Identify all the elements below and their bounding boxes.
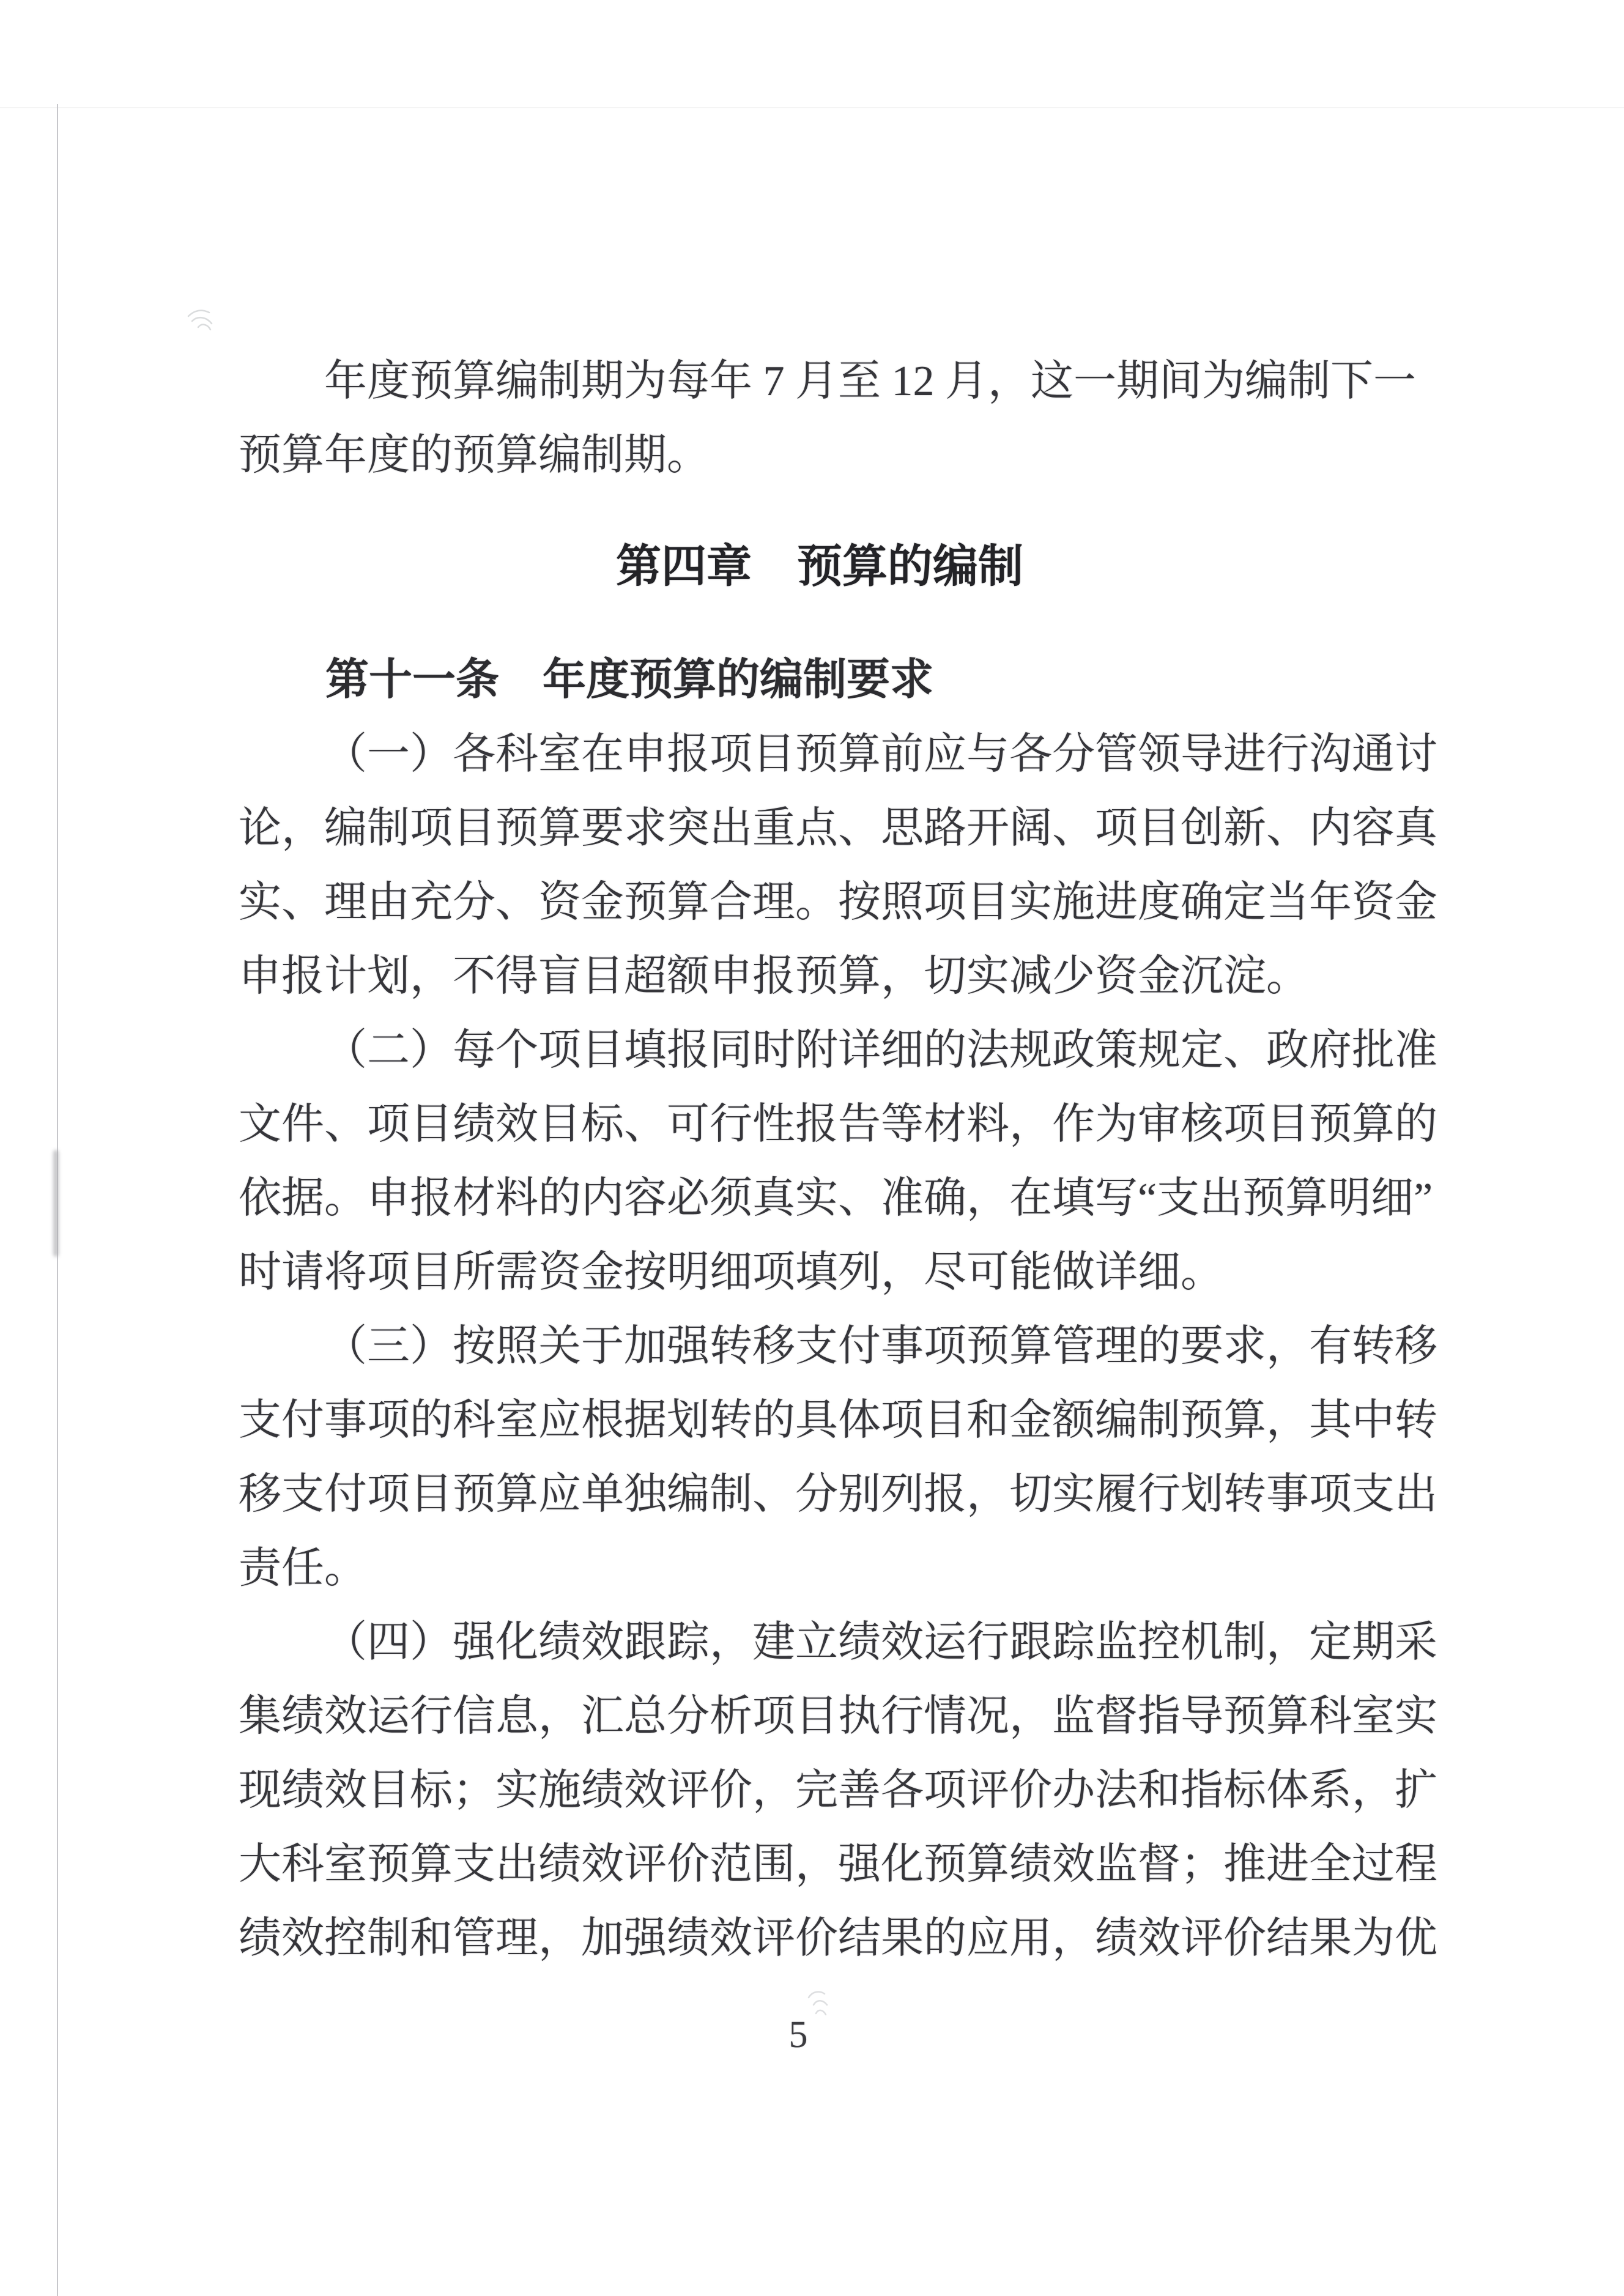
text-line: 时请将项目所需资金按明细项填列，尽可能做详细。 xyxy=(239,1249,1223,1296)
text-line: 预算年度的预算编制期。 xyxy=(239,432,710,479)
text-line: 申报计划，不得盲目超额申报预算，切实减少资金沉淀。 xyxy=(239,953,1309,1000)
chapter-heading: 第四章 预算的编制 xyxy=(616,541,1023,591)
text-line: （一）各科室在申报项目预算前应与各分管领导进行沟通讨 xyxy=(324,731,1437,778)
text-line: 论，编制项目预算要求突出重点、思路开阔、项目创新、内容真 xyxy=(239,805,1437,852)
text-line: 文件、项目绩效目标、可行性报告等材料，作为审核项目预算的 xyxy=(239,1101,1437,1148)
text-line: （三）按照关于加强转移支付事项预算管理的要求，有转移 xyxy=(324,1323,1437,1370)
document-body xyxy=(239,344,1450,1976)
text-line: 移支付项目预算应单独编制、分别列报，切实履行划转事项支出 xyxy=(239,1471,1437,1518)
page-number: 5 xyxy=(788,2014,808,2056)
text-line: 年度预算编制期为每年 7 月至 12 月，这一期间为编制下一 xyxy=(324,358,1416,405)
text-line: 集绩效运行信息，汇总分析项目执行情况，监督指导预算科室实 xyxy=(239,1693,1437,1740)
text-line: 支付事项的科室应根据划转的具体项目和金额编制预算，其中转 xyxy=(239,1397,1437,1444)
text-line: 依据。申报材料的内容必须真实、准确，在填写“支出预算明细” xyxy=(239,1175,1433,1222)
scan-artifact xyxy=(184,303,220,339)
page-edge-smudge xyxy=(53,1150,59,1257)
text-line: 大科室预算支出绩效评价范围，强化预算绩效监督；推进全过程 xyxy=(239,1841,1437,1888)
text-line: 绩效控制和管理，加强绩效评价结果的应用，绩效评价结果为优 xyxy=(239,1915,1437,1962)
article-heading: 第十一条 年度预算的编制要求 xyxy=(325,656,934,704)
paper-edge-shadow xyxy=(0,107,1624,108)
text-line: （四）强化绩效跟踪，建立绩效运行跟踪监控机制，定期采 xyxy=(324,1619,1437,1666)
text-line: 责任。 xyxy=(239,1545,367,1592)
text-line: 实、理由充分、资金预算合理。按照项目实施进度确定当年资金 xyxy=(239,879,1437,926)
text-line: 现绩效目标；实施绩效评价，完善各项评价办法和指标体系，扩 xyxy=(239,1767,1437,1814)
text-line: （二）每个项目填报同时附详细的法规政策规定、政府批准 xyxy=(324,1027,1437,1074)
